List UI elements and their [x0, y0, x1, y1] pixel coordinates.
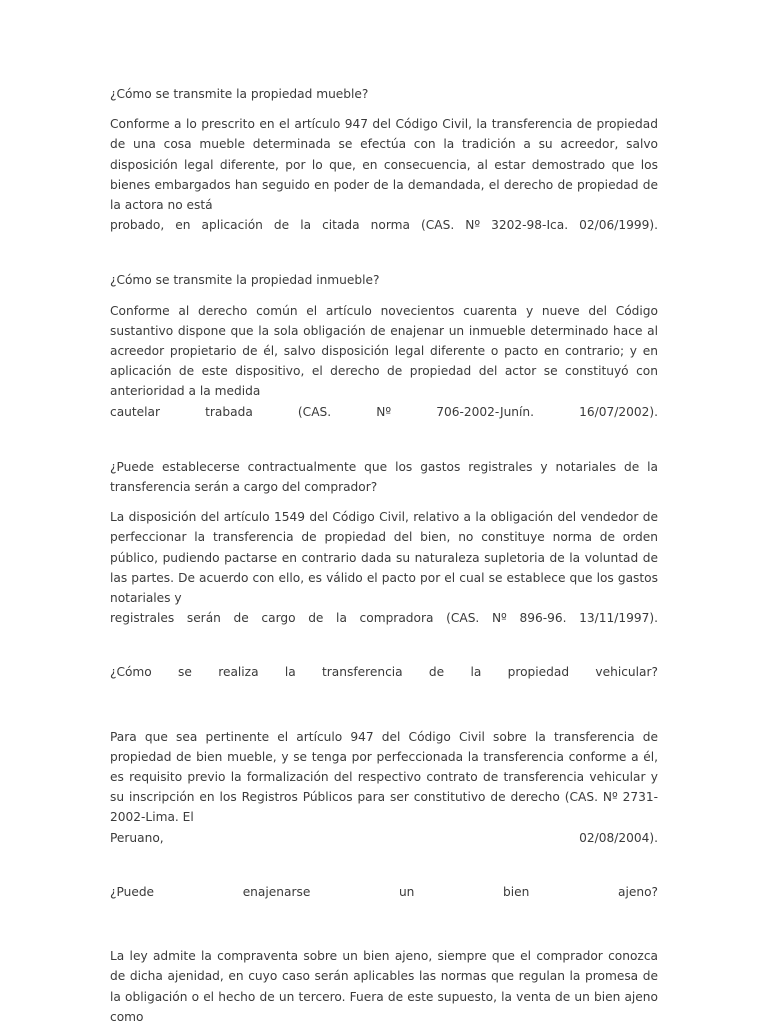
section-answer	[110, 114, 658, 235]
answer-body: La disposición del artículo 1549 del Código Civil, relativo a la obligación del vendedor de perfeccionar la transferencia de propiedad del bien, no constituye norma de orden público, pudiendo pactarse en contrario dada su naturaleza supletoria de la voluntad de las partes. De acuerdo con ello, es válido el pacto por el cual se establece que los gastos notariales y	[110, 510, 658, 606]
section-spacer	[110, 848, 658, 882]
answer-body: Conforme a lo prescrito en el artículo 947 del Código Civil, la transferencia de propiedad de una cosa mueble determinada se efectúa con la tradición a su acreedor, salvo disposición legal diferente, por lo que, en consecuencia, al estar demostrado que los bienes embargados han seguido en poder de la demandada, el derecho de propiedad de la actora no está	[110, 117, 658, 213]
section-spacer	[110, 628, 658, 662]
answer-body: Conforme al derecho común el artículo novecientos cuarenta y nueve del Código sustantivo dispone que la sola obligación de enajenar un inmueble determinado hace al acreedor propietario de él, salvo disposición legal diferente o pacto en contrario; y en aplicación de este dispositivo, el derecho de propiedad del actor se constituyó con anterioridad a la medida	[110, 303, 658, 399]
answer-last-line: registrales serán de cargo de la compradora (CAS. Nº 896-96. 13/11/1997).	[110, 611, 658, 626]
section-spacer	[110, 422, 658, 457]
question-spacer	[110, 912, 658, 946]
section-answer	[110, 507, 658, 628]
section-question: ¿Cómo se transmite la propiedad mueble?	[110, 87, 369, 101]
answer-last-line: cautelar trabada (CAS. Nº 706-2002-Junín. 16/07/2002).	[110, 404, 658, 419]
section-answer	[110, 946, 658, 1027]
section-question: ¿Puede enajenarse un bien ajeno?	[110, 884, 658, 899]
answer-body: Para que sea pertinente el artículo 947 del Código Civil sobre la transferencia de propiedad de bien mueble, y se tenga por perfeccionada la transferencia conforme a él, es requisito previo la formalización del respectivo contrato de transferencia vehicular y su inscripción en los Registros Públicos para ser constitutivo de derecho (CAS. Nº 2731-2002-Lima. El	[110, 729, 658, 825]
section-question: ¿Puede establecerse contractualmente que los gastos registrales y notariales de la transferencia serán a cargo del comprador?	[110, 459, 658, 495]
section-spacer	[110, 235, 658, 270]
section-answer	[110, 727, 658, 848]
section-answer	[110, 301, 658, 422]
section-question: ¿Cómo se realiza la transferencia de la propiedad vehicular?	[110, 665, 658, 680]
answer-last-line: Peruano, 02/08/2004).	[110, 830, 658, 845]
section-question: ¿Cómo se transmite la propiedad inmueble?	[110, 273, 380, 288]
answer-body: La ley admite la compraventa sobre un bien ajeno, siempre que el comprador conozca de dicha ajenidad, en cuyo caso serán aplicables las normas que regulan la promesa de la obligación o el hecho de un tercero. Fuera de este supuesto, la venta de un bien ajeno como	[110, 949, 658, 1024]
document-page	[110, 84, 658, 1027]
answer-last-line: probado, en aplicación de la citada norma (CAS. Nº 3202-98-Ica. 02/06/1999).	[110, 218, 658, 233]
question-spacer	[110, 693, 658, 727]
